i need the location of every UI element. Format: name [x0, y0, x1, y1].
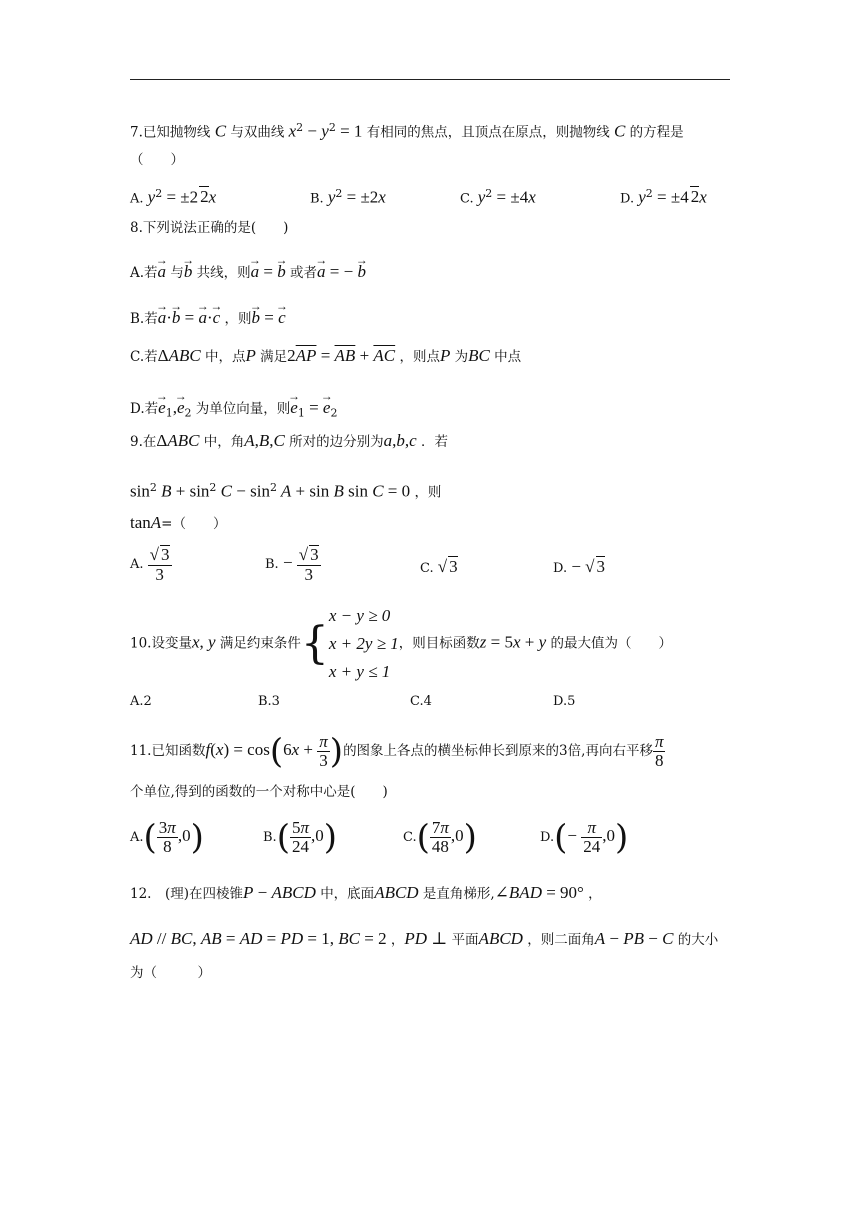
header-rule — [130, 79, 730, 80]
q9-option-d: D. − √ 3 — [553, 557, 606, 576]
q10-option-a: A.2 — [130, 694, 152, 709]
q10-option-d: D.5 — [553, 694, 576, 709]
q11-option-d: D.(− $\frac{\pi}{24}$ ,0) — [540, 817, 629, 858]
q7-option-b: B. $y^2 = \pm 2x$ — [310, 187, 386, 207]
question-12-paren: 为（ ） — [130, 965, 211, 981]
question-11-stem-cont: 个单位,得到的函数的一个对称中心是( ) — [130, 784, 388, 800]
question-9-equation: $\sin^2 B + \sin^2 C - \sin^2 A + \sin B$ sin C = 0 ，则 — [130, 481, 442, 501]
q9-option-b: B. − $\frac{√ 3}{3}$ — [265, 545, 319, 584]
q11-option-b: B.( $\frac{5\pi}{24}$ ,0) — [263, 817, 337, 858]
q8-option-d: D.若→ $e_1,\to e_2$ 为单位向量，则→ $e_1$ = → $e_2$ — [130, 392, 337, 424]
q11-option-c: C.( $\frac{7\pi}{48}$ ,0) — [403, 817, 477, 858]
question-9-stem: 9.在ΔABC 中，角A,B,C 所对的边分别为a,b,c ．若 — [130, 431, 448, 450]
q10-option-b: B.3 — [258, 694, 280, 709]
question-7-stem: 7.已知抛物线 C 与双曲线 $x^2 - y^2 = 1$ 有相同的焦点，且顶点在原点，则抛物线 C 的方程是 — [130, 121, 684, 141]
q7-option-a: A. $y^2 = \pm 2$ 2x — [130, 187, 217, 207]
q9-option-c: C. √ 3 — [420, 557, 458, 576]
q7-option-c: C. $y^2 = \pm 4x$ — [460, 187, 536, 207]
question-9-ask: tanA=（ ） — [130, 513, 227, 532]
question-12-conditions: AD // BC, AB = AD = PD = 1, BC = 2 ，PD ⊥ 平面ABCD ，则二面角A − PB − C 的大小 — [130, 929, 719, 948]
question-8-stem: 8.下列说法正确的是( ) — [130, 220, 289, 236]
q8-option-a: A.若→ a 与→ b 共线，则→ a = → b 或者→ a = − → b — [130, 256, 366, 283]
q7-option-d: D. $y^2 = \pm 4$ 2x — [620, 187, 707, 207]
question-10-stem: 10.设变量x, y 满足约束条件{x − y ≥ 0 x + 2y ≥ 1 x + y ≤ 1，则目标函数z = 5x + y 的最大值为（ ） — [130, 606, 672, 681]
q10-option-c: C.4 — [410, 694, 432, 709]
question-7-paren: （ ） — [130, 152, 184, 168]
q11-option-a: A.( $\frac{3\pi}{8}$ ,0) — [130, 817, 204, 858]
q9-option-a: A. $\frac{√ 3}{3}$ — [130, 545, 170, 584]
q8-option-c: C.若ΔABC 中，点P 满足$2\overline{AP} = \overline{AB} + \overline{AC}$ ，则点P 为BC 中点 — [130, 346, 522, 365]
q8-option-b: B.若→ a·→ b = → a·→ c ，则→ b = → c — [130, 302, 286, 329]
question-11-stem: 11.已知函数f(x) = cos(6x + $\frac{\pi}{3}$ )的图象上各点的横坐标伸长到原来的3倍,再向右平移 $\frac{\pi}{8}$ — [130, 731, 664, 772]
question-12-stem: 12. (理)在四棱锥P − ABCD 中，底面ABCD 是直角梯形,∠BAD = 90° ， — [130, 883, 602, 902]
